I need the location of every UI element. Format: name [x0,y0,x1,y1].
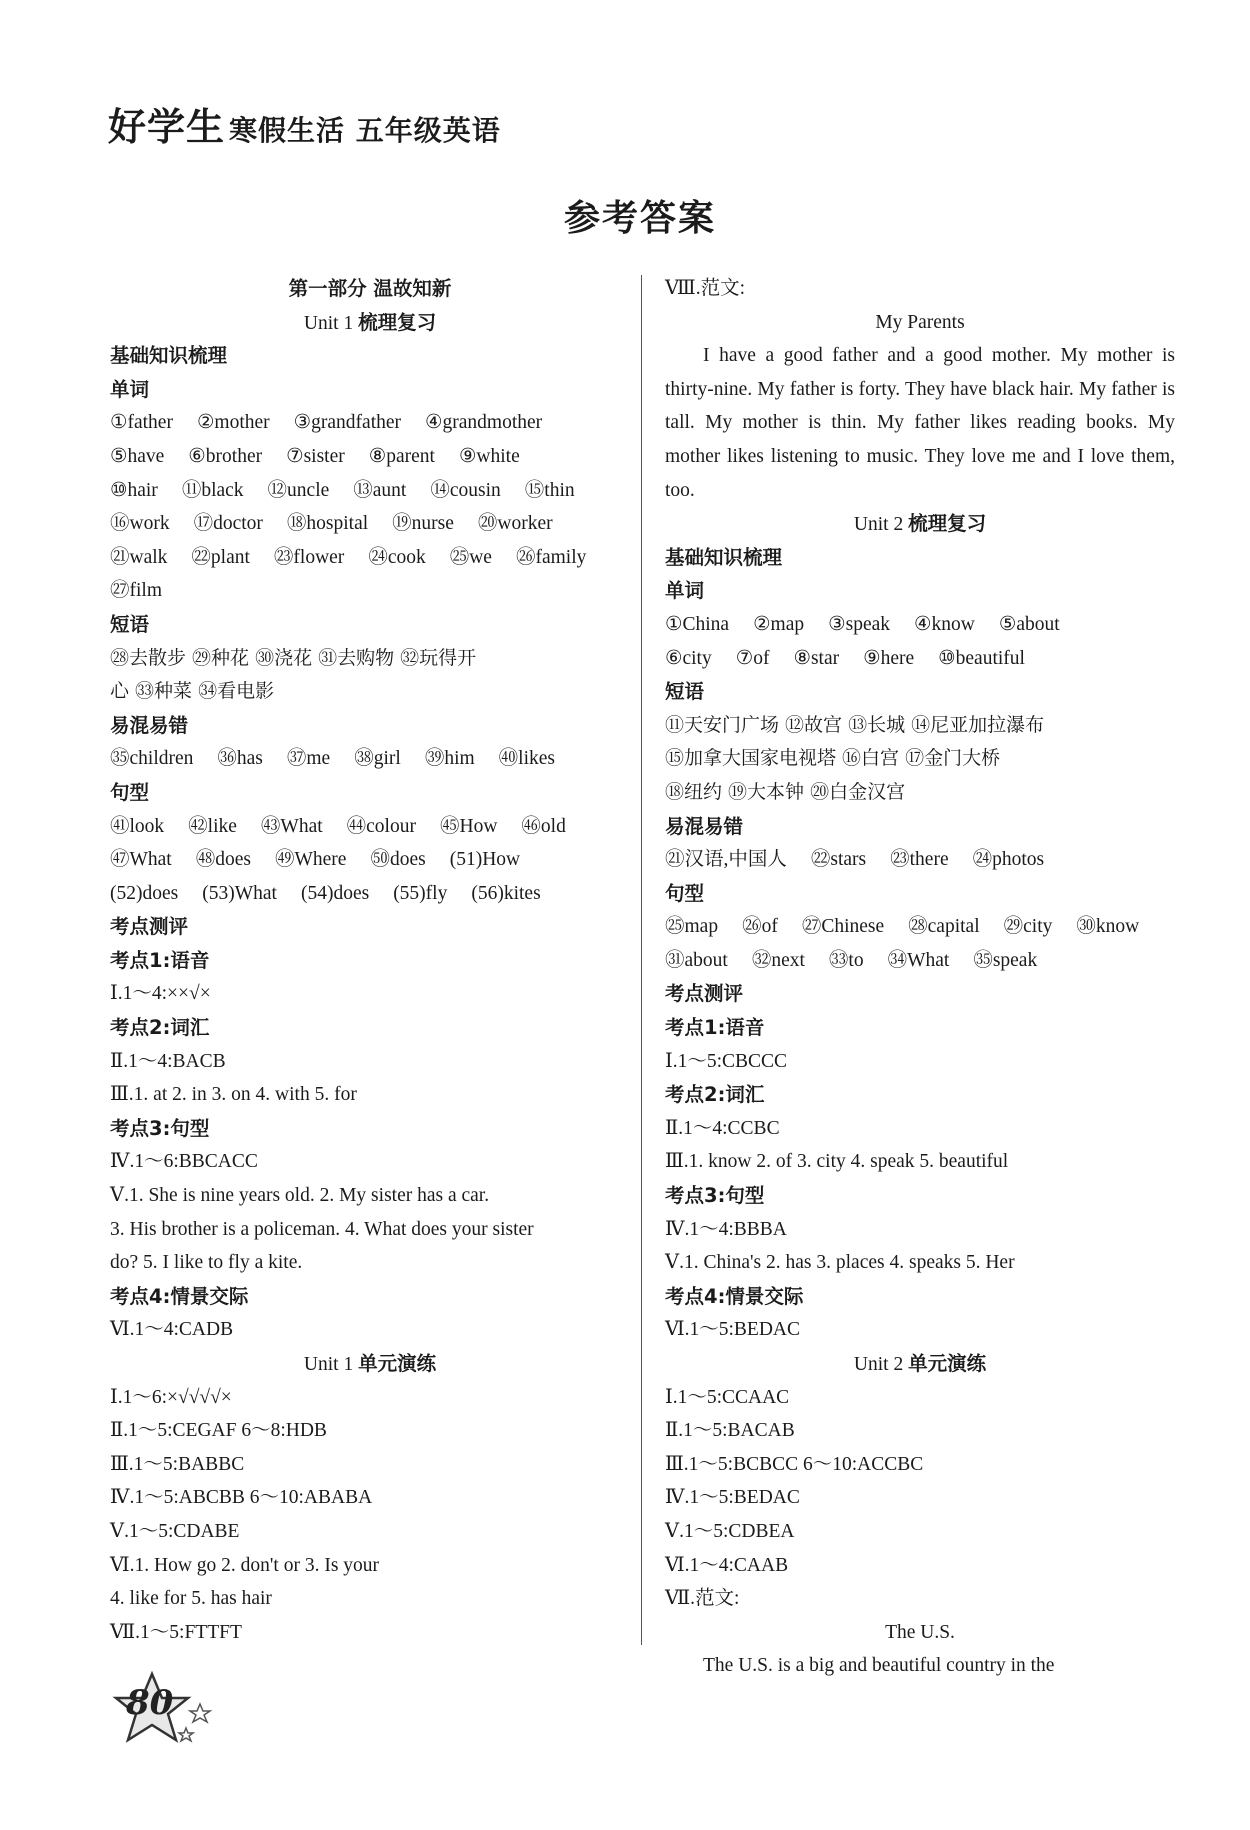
essay-body: I have a good father and a good mother. My mother is thirty-nine. My father is forty. They have black hair. My father is tall. My mother is thin. My father likes reading books. My mother likes listening to music. They love me and I love them, too. [665,345,1175,501]
answer-item: (56)kites [471,882,541,904]
answer-line: Ⅴ.1. China's 2. has 3. places 4. speaks 5. Her [665,1252,1015,1274]
section-sentences: 句型 [110,780,150,804]
column-divider [641,275,642,1645]
small-star-icon [179,1728,193,1741]
answer-item: ㉒plant [191,546,250,568]
brand-subtitle: 寒假生活 五年级英语 [229,114,501,147]
answer-item: ㉗Chinese [801,916,885,938]
answer-item: ㉞What [887,949,950,971]
book-brand-header [108,96,501,151]
phrases-line: ⑱纽约 ⑲大本钟 ⑳白金汉宫 [665,780,906,803]
answer-item: (51)How [449,849,521,871]
answer-item: ㉕map [665,916,719,938]
item-row [110,574,630,608]
answer-item: ㉗film [110,580,162,602]
answer-item: ⑨white [458,445,520,467]
answer-item: ⑤have [110,445,165,467]
test-point-1: 考点1:语音 [110,948,210,972]
section-basics: 基础知识梳理 [665,545,783,569]
words-list [665,608,1175,675]
answer-item: ㉝to [828,949,864,971]
answer-item: ㊾Where [274,849,347,871]
answer-item: ㉜next [751,949,805,971]
section-basics: 基础知识梳理 [110,344,228,368]
answer-item: ㊶look [110,815,165,837]
test-point-4: 考点4:情景交际 [665,1284,804,1308]
part-heading: 第一部分 温故知新 [288,277,452,300]
answer-item: ㊴him [424,748,475,770]
answer-item: ⑰doctor [193,513,263,535]
unit2-drill-heading: Unit 2 单元演练 [853,1352,987,1375]
answer-item: ㊷like [188,815,237,837]
sentences-list [665,910,1175,977]
right-column [665,272,1175,1683]
answer-item: ⑭cousin [430,479,501,501]
answer-item: ⑮thin [524,479,575,501]
test-point-4: 考点4:情景交际 [110,1284,249,1308]
answer-line: Ⅵ.1. How go 2. don't or 3. Is your [110,1554,380,1576]
answer-item: ⑧star [793,647,840,669]
answer-line: Ⅲ.1. at 2. in 3. on 4. with 5. for [110,1084,357,1106]
item-row [665,608,1175,642]
phrases-line: 心 ㉝种菜 ㉞看电影 [110,680,275,703]
answer-line: Ⅰ.1～6:×√√√√× [110,1386,232,1408]
answer-item: ③grandfather [293,412,402,434]
item-row [110,877,630,911]
answer-item: ㉔cook [368,546,426,568]
test-point-1: 考点1:语音 [665,1016,765,1040]
section-phrases: 短语 [665,680,705,704]
test-point-2: 考点2:词汇 [665,1083,765,1107]
small-star-icon [190,1704,210,1722]
answer-item: ⑥city [665,647,712,669]
answer-item: (53)What [202,882,277,904]
answer-line: Ⅵ.1～4:CAAB [665,1554,789,1576]
section-words: 单词 [665,579,705,603]
answer-line: Ⅵ.1～4:CADB [110,1319,234,1341]
section-test: 考点测评 [110,915,189,939]
answer-item: ⑨here [863,647,915,669]
item-row [110,507,630,541]
answer-item: ④know [914,613,975,635]
answer-item: ㊵likes [498,748,555,770]
essay-label: Ⅷ.范文: [665,278,746,299]
answer-line: Ⅶ.1～5:FTTFT [110,1621,242,1643]
answer-line: Ⅰ.1～5:CBCCC [665,1050,788,1072]
answer-item: ㉘capital [908,916,980,938]
section-test: 考点测评 [665,982,744,1006]
answer-item: ㊿does [370,849,426,871]
unit1-review-heading: Unit 1 梳理复习 [303,310,437,334]
essay-title: My Parents [875,311,965,333]
answer-line: Ⅱ.1～5:BACAB [665,1420,795,1442]
item-row [665,944,1175,978]
item-row [665,642,1175,676]
brand-name: 好学生 [108,105,226,149]
answer-item: ⑥brother [188,445,263,467]
answer-item: ②map [753,613,805,635]
answer-item: ㊽does [195,849,251,871]
answer-line: Ⅴ.1～5:CDBEA [665,1520,795,1542]
answer-item: ㉓there [890,849,949,871]
answer-item: ⑬aunt [353,479,407,501]
answer-item: ①father [110,412,173,434]
answer-item: (54)does [300,882,370,904]
answer-item: ⑩hair [110,479,158,501]
item-row [110,742,630,776]
section-sentences: 句型 [665,881,705,905]
answer-item: ㊼What [110,849,172,871]
phrases-line: ⑮加拿大国家电视塔 ⑯白宫 ⑰金门大桥 [665,747,1001,770]
item-row [110,843,630,877]
answer-item: ㉟speak [973,949,1038,971]
answer-line: Ⅱ.1～5:CEGAF 6～8:HDB [110,1420,327,1442]
answer-line: Ⅳ.1～5:BEDAC [665,1487,800,1509]
answer-item: ㉕we [449,546,492,568]
answer-line: Ⅱ.1～4:BACB [110,1050,226,1072]
answer-line: Ⅳ.1～6:BBCACC [110,1151,258,1173]
answer-item: ㊻old [521,815,566,837]
answer-item: ㉚know [1076,916,1140,938]
unit2-review-heading: Unit 2 梳理复习 [853,512,987,536]
answer-item: ②mother [196,412,270,434]
answer-item: ⑫uncle [267,479,330,501]
section-confuse: 易混易错 [110,713,189,737]
item-row [665,910,1175,944]
answer-item: ㊲me [286,748,331,770]
answer-item: ㊳girl [354,748,401,770]
section-phrases: 短语 [110,612,150,636]
answer-line: Ⅰ.1～5:CCAAC [665,1386,790,1408]
answer-line: Ⅶ.范文: [665,1588,740,1610]
test-point-3: 考点3:句型 [665,1184,765,1208]
answer-item: ⑯work [110,513,170,535]
answer-item: ㉑汉语,中国人 [665,849,787,871]
answer-item: (55)fly [393,882,448,904]
answer-item: ㉑walk [110,546,168,568]
answer-line: Ⅳ.1～5:ABCBB 6～10:ABABA [110,1487,373,1509]
sentences-list [110,810,630,911]
unit1-drill-heading: Unit 1 单元演练 [303,1352,437,1375]
item-row [110,810,630,844]
answer-item: ㉒stars [810,849,867,871]
section-words: 单词 [110,377,150,401]
answer-line: Ⅲ.1～5:BCBCC 6～10:ACCBC [665,1453,924,1475]
confuse-list [665,843,1175,877]
answer-item: ⑲nurse [392,513,454,535]
answer-item: ㉖family [515,546,587,568]
answer-item: ⑩beautiful [938,647,1025,669]
answer-item: ㉟children [110,748,194,770]
words-list [110,406,630,608]
answer-item: ㊹colour [346,815,416,837]
answer-line: Ⅲ.1～5:BABBC [110,1453,245,1475]
answer-item: ⑳worker [477,513,553,535]
answer-item: ㊺How [439,815,498,837]
answer-item: ⑤about [998,613,1060,635]
item-row [110,440,630,474]
answer-item: ③speak [828,613,891,635]
essay2-start: The U.S. is a big and beautiful country in the [703,1655,1055,1677]
answer-item: ㉖of [742,916,778,938]
answer-item: ㉓flower [273,546,345,568]
answer-line: Ⅲ.1. know 2. of 3. city 4. speak 5. beautiful [665,1151,1009,1173]
answer-item: (52)does [110,882,179,904]
answer-line: 3. His brother is a policeman. 4. What does your sister [110,1218,534,1240]
item-row [110,406,630,440]
answer-line: Ⅰ.1～4:××√× [110,983,211,1005]
answer-item: ㉔photos [972,849,1045,871]
answer-line: 4. like for 5. has hair [110,1588,272,1610]
essay2-title: The U.S. [885,1621,955,1643]
answer-item: ⑦sister [286,445,345,467]
answer-item: ㊸What [260,815,323,837]
answer-line: Ⅳ.1～4:BBBA [665,1218,787,1240]
answer-item: ①China [665,613,730,635]
section-confuse: 易混易错 [665,814,744,838]
item-row [110,541,630,575]
answer-item: ㊱has [217,748,263,770]
answer-item: ⑱hospital [286,513,369,535]
phrases-line: ⑪天安门广场 ⑫故宫 ⑬长城 ⑭尼亚加拉瀑布 [665,713,1045,736]
answer-item: ⑦of [735,647,770,669]
page-number: 80 [126,1683,174,1723]
item-row [110,474,630,508]
left-column [110,272,630,1649]
item-row [665,843,1175,877]
test-point-2: 考点2:词汇 [110,1016,210,1040]
answer-line: Ⅴ.1～5:CDABE [110,1520,240,1542]
answer-line: Ⅵ.1～5:BEDAC [665,1319,800,1341]
answer-item: ④grandmother [425,412,543,434]
page-title: 参考答案 [563,198,716,239]
confuse-list [110,742,630,776]
phrases-line: ㉘去散步 ㉙种花 ㉚浇花 ㉛去购物 ㉜玩得开 [110,646,477,669]
answer-line: do? 5. I like to fly a kite. [110,1252,303,1274]
answer-item: ⑧parent [368,445,435,467]
answer-line: Ⅱ.1～4:CCBC [665,1117,780,1139]
answer-item: ㉛about [665,949,728,971]
answer-item: ㉙city [1003,916,1053,938]
test-point-3: 考点3:句型 [110,1116,210,1140]
answer-item: ⑪black [181,479,244,501]
answer-line: Ⅴ.1. She is nine years old. 2. My sister has a car. [110,1185,490,1207]
